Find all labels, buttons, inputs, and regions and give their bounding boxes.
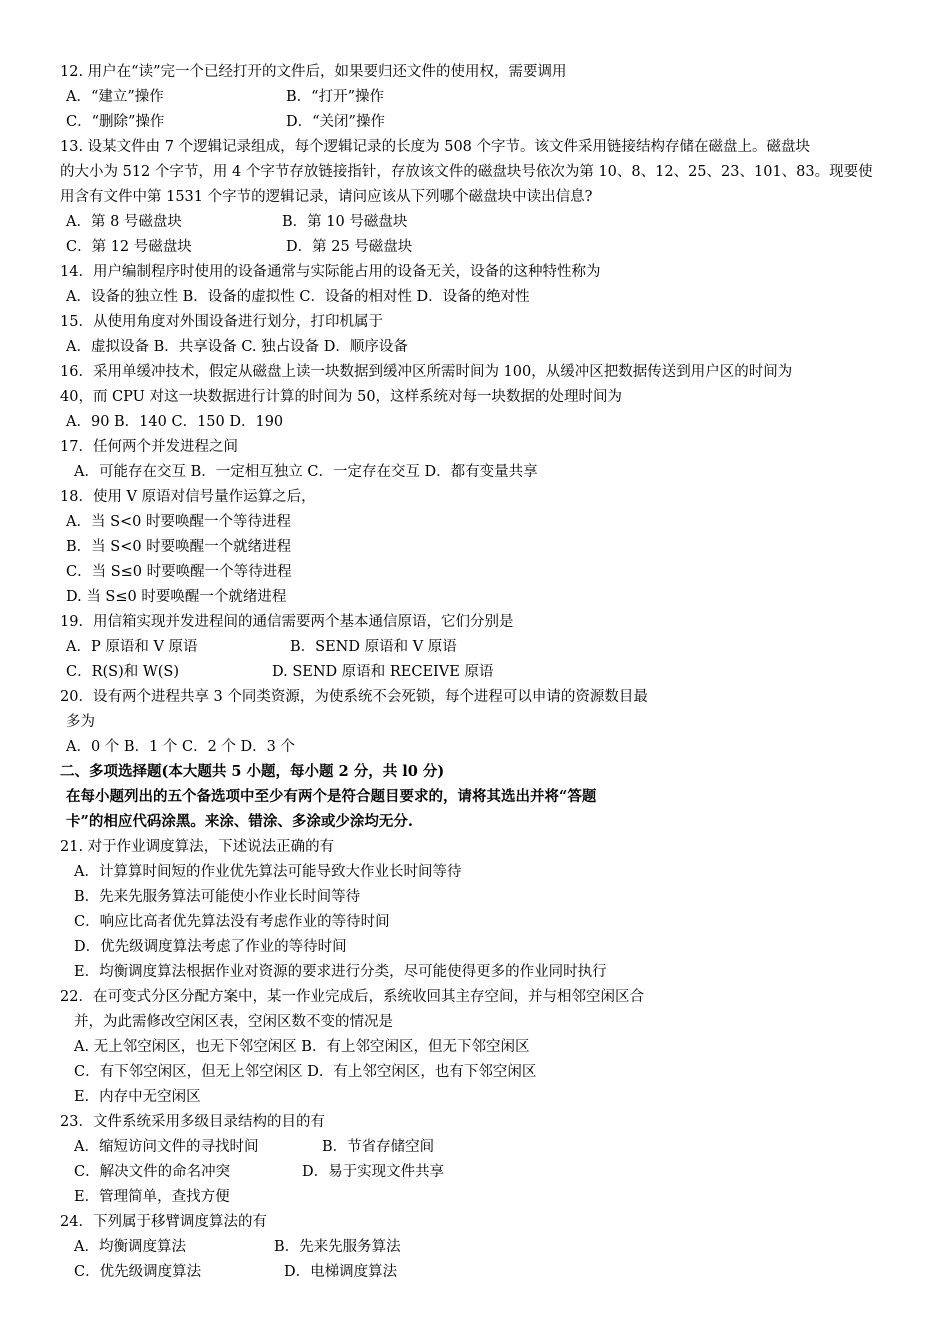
- question-23-stem: 23．文件系统采用多级目录结构的目的有: [60, 1114, 325, 1130]
- question-23-option-c: C．解决文件的命名冲突: [74, 1164, 231, 1180]
- question-23-option-e: E．管理简单，查找方便: [74, 1189, 230, 1205]
- question-24-option-a: A．均衡调度算法: [74, 1239, 186, 1255]
- question-21-option-b: B．先来先服务算法可能使小作业长时间等待: [74, 889, 361, 905]
- question-24-option-b: B．先来先服务算法: [274, 1239, 401, 1255]
- question-19-option-d: D. SEND 原语和 RECEIVE 原语: [272, 664, 494, 680]
- question-14-stem: 14．用户编制程序时使用的设备通常与实际能占用的设备无关，设备的这种特性称为: [60, 264, 601, 280]
- question-18-option-a: A．当 S<0 时要唤醒一个等待进程: [66, 514, 291, 530]
- question-22-line-1: 22．在可变式分区分配方案中，某一作业完成后，系统收回其主存空间，并与相邻空闲区合: [60, 989, 644, 1005]
- question-23-option-b: B．节省存储空间: [322, 1139, 435, 1155]
- question-18-option-d: D. 当 S≤0 时要唤醒一个就绪进程: [66, 589, 287, 605]
- question-22-options-ab: A. 无上邻空闲区，也无下邻空闲区 B．有上邻空闲区，但无下邻空闲区: [74, 1039, 530, 1055]
- question-22-options-cd: C．有下邻空闲区，但无上邻空闲区 D．有上邻空闲区，也有下邻空闲区: [74, 1064, 537, 1080]
- question-12-option-c: C．“删除”操作: [66, 114, 165, 130]
- question-18-option-b: B．当 S<0 时要唤醒一个就绪进程: [66, 539, 292, 555]
- question-22-option-e: E．内存中无空闲区: [74, 1089, 201, 1105]
- question-14-options: A．设备的独立性 B．设备的虚拟性 C．设备的相对性 D．设备的绝对性: [66, 289, 530, 305]
- question-16-line-1: 16．采用单缓冲技术，假定从磁盘上读一块数据到缓冲区所需时间为 100，从缓冲区把数据传送到用户区的时间为: [60, 364, 793, 380]
- question-23-option-a: A．缩短访问文件的寻找时间: [74, 1139, 259, 1155]
- question-20-line-2: 多为: [66, 714, 95, 730]
- question-13-option-d: D．第 25 号磁盘块: [286, 239, 413, 255]
- question-19-option-c: C．R(S)和 W(S): [66, 664, 180, 680]
- question-19-stem: 19．用信箱实现并发进程间的通信需要两个基本通信原语，它们分别是: [60, 614, 514, 630]
- question-18-stem: 18．使用 V 原语对信号量作运算之后，: [60, 489, 316, 505]
- question-20-line-1: 20．设有两个进程共享 3 个同类资源，为使系统不会死锁，每个进程可以申请的资源数目最: [60, 689, 648, 705]
- question-21-option-a: A．计算算时间短的作业优先算法可能导致大作业长时间等待: [74, 864, 462, 880]
- question-15-options: A．虚拟设备 B．共享设备 C. 独占设备 D．顺序设备: [66, 339, 408, 355]
- section-2-instruction-line-1: 在每小题列出的五个备选项中至少有两个是符合题目要求的，请将其选出并将“答题: [66, 788, 597, 805]
- question-19-option-a: A．P 原语和 V 原语: [66, 639, 198, 655]
- question-13-option-b: B．第 10 号磁盘块: [282, 214, 408, 230]
- question-20-options: A．0 个 B．1 个 C．2 个 D．3 个: [66, 739, 296, 755]
- question-12-stem: 12. 用户在“读”完一个已经打开的文件后，如果要归还文件的使用权，需要调用: [60, 64, 567, 80]
- question-24-option-c: C．优先级调度算法: [74, 1264, 202, 1280]
- question-13-line-1: 13. 设某文件由 7 个逻辑记录组成，每个逻辑记录的长度为 508 个字节。该文件采用链接结构存储在磁盘上。磁盘块: [60, 139, 811, 155]
- question-12-option-a: A．“建立”操作: [66, 89, 164, 105]
- question-16-line-2: 40，而 CPU 对这一块数据进行计算的时间为 50，这样系统对每一块数据的处理时间为: [60, 389, 623, 405]
- question-13-option-a: A．第 8 号磁盘块: [66, 214, 182, 230]
- question-21-option-d: D．优先级调度算法考虑了作业的等待时间: [74, 939, 347, 955]
- question-24-option-d: D．电梯调度算法: [284, 1264, 398, 1280]
- question-17-options: A．可能存在交互 B．一定相互独立 C．一定存在交互 D．都有变量共享: [74, 464, 538, 480]
- question-13-line-2: 的大小为 512 个字节，用 4 个字节存放链接指针，存放该文件的磁盘块号依次为第 10、8、12、25、23、101、83。现要使: [60, 164, 873, 180]
- question-18-option-c: C．当 S≤0 时要唤醒一个等待进程: [66, 564, 292, 580]
- question-21-stem: 21. 对于作业调度算法，下述说法正确的有: [60, 839, 335, 855]
- question-15-stem: 15．从使用角度对外围设备进行划分，打印机属于: [60, 314, 383, 330]
- question-21-option-e: E．均衡调度算法根据作业对资源的要求进行分类，尽可能使得更多的作业同时执行: [74, 964, 607, 980]
- question-22-line-2: 并，为此需修改空闲区表，空闲区数不变的情况是: [74, 1014, 393, 1030]
- question-13-line-3: 用含有文件中第 1531 个字节的逻辑记录，请问应该从下列哪个磁盘块中读出信息?: [60, 189, 593, 205]
- question-17-stem: 17．任何两个并发进程之间: [60, 439, 238, 455]
- question-19-option-b: B．SEND 原语和 V 原语: [290, 639, 457, 655]
- question-16-options: A．90 B．140 C．150 D．190: [66, 414, 284, 430]
- question-12-option-d: D．“关闭”操作: [286, 114, 385, 130]
- section-2-instruction-line-2: 卡”的相应代码涂黑。来涂、错涂、多涂或少涂均无分.: [66, 813, 413, 830]
- question-13-option-c: C．第 12 号磁盘块: [66, 239, 192, 255]
- question-12-option-b: B．“打开”操作: [286, 89, 384, 105]
- section-2-title: 二、多项选择题(本大题共 5 小题，每小题 2 分，共 l0 分): [60, 763, 445, 780]
- question-24-stem: 24．下列属于移臂调度算法的有: [60, 1214, 267, 1230]
- question-21-option-c: C．响应比高者优先算法没有考虑作业的等待时间: [74, 914, 390, 930]
- question-23-option-d: D．易于实现文件共享: [302, 1164, 445, 1180]
